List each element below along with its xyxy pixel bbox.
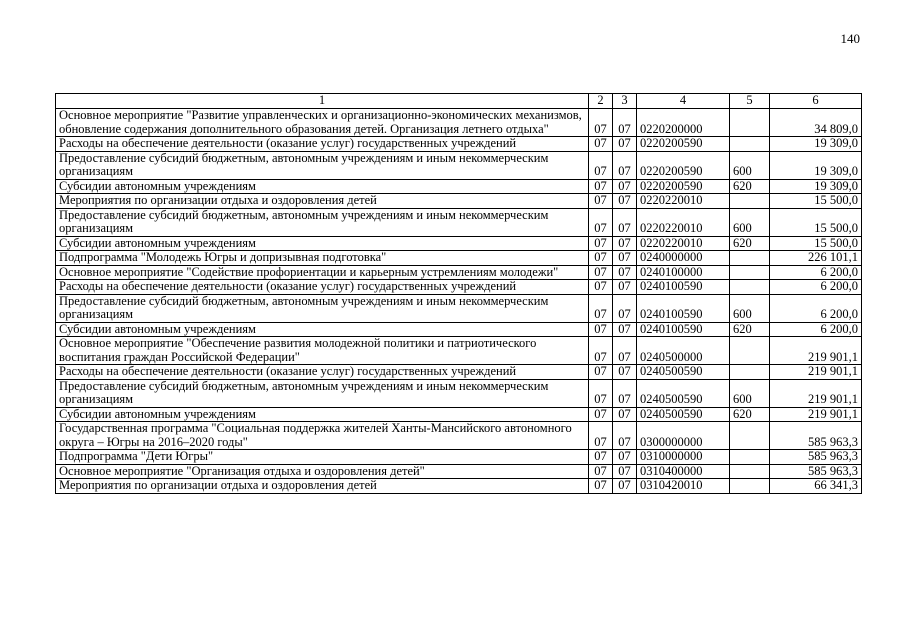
subsection-code-cell: 07 [613,294,637,322]
amount-cell: 219 901,1 [770,337,862,365]
item-name-cell: Субсидии автономным учреждениям [56,179,589,194]
target-article-code-cell: 0310420010 [637,479,730,494]
table-row [56,109,862,137]
subsection-code-cell: 07 [613,280,637,295]
item-name-cell: Мероприятия по организации отдыха и оздоровления детей [56,194,589,209]
section-code-cell: 07 [589,322,613,337]
section-code-cell: 07 [589,422,613,450]
item-name-cell: Расходы на обеспечение деятельности (оказание услуг) государственных учреждений [56,137,589,152]
subsection-code-cell: 07 [613,151,637,179]
table-row [56,479,862,494]
section-code-cell: 07 [589,194,613,209]
expense-type-code-cell [730,265,770,280]
subsection-code-cell: 07 [613,450,637,465]
expense-type-code-cell: 620 [730,407,770,422]
section-code-cell: 07 [589,208,613,236]
expense-type-code-cell [730,464,770,479]
amount-cell: 19 309,0 [770,137,862,152]
table-row [56,151,862,179]
table-row [56,337,862,365]
target-article-code-cell: 0240500590 [637,379,730,407]
amount-cell: 585 963,3 [770,464,862,479]
target-article-code-cell: 0310000000 [637,450,730,465]
amount-cell: 66 341,3 [770,479,862,494]
subsection-code-cell: 07 [613,379,637,407]
item-name-cell: Субсидии автономным учреждениям [56,236,589,251]
section-code-cell: 07 [589,294,613,322]
expense-type-code-cell [730,365,770,380]
expense-type-code-cell: 600 [730,208,770,236]
header-col-3: 3 [613,94,637,109]
expense-type-code-cell: 620 [730,322,770,337]
amount-cell: 585 963,3 [770,422,862,450]
header-col-5: 5 [730,94,770,109]
subsection-code-cell: 07 [613,137,637,152]
expense-type-code-cell [730,450,770,465]
target-article-code-cell: 0240100590 [637,294,730,322]
item-name-cell: Основное мероприятие "Содействие профориентации и карьерным устремлениям молодежи" [56,265,589,280]
expense-type-code-cell: 620 [730,236,770,251]
section-code-cell: 07 [589,280,613,295]
subsection-code-cell: 07 [613,236,637,251]
target-article-code-cell: 0220200590 [637,151,730,179]
amount-cell: 15 500,0 [770,208,862,236]
subsection-code-cell: 07 [613,322,637,337]
section-code-cell: 07 [589,337,613,365]
amount-cell: 219 901,1 [770,379,862,407]
amount-cell: 15 500,0 [770,194,862,209]
header-col-1: 1 [56,94,589,109]
subsection-code-cell: 07 [613,265,637,280]
item-name-cell: Подпрограмма "Молодежь Югры и допризывная подготовка" [56,251,589,266]
amount-cell: 219 901,1 [770,365,862,380]
table-row [56,265,862,280]
expense-type-code-cell: 600 [730,294,770,322]
subsection-code-cell: 07 [613,194,637,209]
item-name-cell: Государственная программа "Социальная поддержка жителей Ханты-Мансийского автономного округа – Югры на 2016–2020 годы" [56,422,589,450]
target-article-code-cell: 0240000000 [637,251,730,266]
item-name-cell: Основное мероприятие "Обеспечение развития молодежной политики и патриотического воспитания граждан Российской Федерации" [56,337,589,365]
item-name-cell: Расходы на обеспечение деятельности (оказание услуг) государственных учреждений [56,365,589,380]
item-name-cell: Предоставление субсидий бюджетным, автономным учреждениям и иным некоммерческим организациям [56,208,589,236]
amount-cell: 585 963,3 [770,450,862,465]
expense-type-code-cell [730,337,770,365]
subsection-code-cell: 07 [613,179,637,194]
subsection-code-cell: 07 [613,109,637,137]
item-name-cell: Субсидии автономным учреждениям [56,407,589,422]
section-code-cell: 07 [589,137,613,152]
section-code-cell: 07 [589,464,613,479]
section-code-cell: 07 [589,365,613,380]
target-article-code-cell: 0220200590 [637,179,730,194]
expense-type-code-cell [730,137,770,152]
header-row [56,94,862,109]
amount-cell: 6 200,0 [770,265,862,280]
expense-type-code-cell: 620 [730,179,770,194]
target-article-code-cell: 0310400000 [637,464,730,479]
target-article-code-cell: 0220220010 [637,236,730,251]
section-code-cell: 07 [589,236,613,251]
table-row [56,379,862,407]
item-name-cell: Основное мероприятие "Развитие управленческих и организационно-экономических механизмов, обновление содержания дополнительного образования детей. Организация летнего отдыха" [56,109,589,137]
header-col-2: 2 [589,94,613,109]
item-name-cell: Мероприятия по организации отдыха и оздоровления детей [56,479,589,494]
section-code-cell: 07 [589,109,613,137]
table-row [56,322,862,337]
table-row [56,280,862,295]
page-number: 140 [840,31,860,46]
table-row [56,179,862,194]
item-name-cell: Предоставление субсидий бюджетным, автономным учреждениям и иным некоммерческим организациям [56,379,589,407]
target-article-code-cell: 0240100590 [637,280,730,295]
item-name-cell: Предоставление субсидий бюджетным, автономным учреждениям и иным некоммерческим организациям [56,294,589,322]
subsection-code-cell: 07 [613,464,637,479]
table-row [56,407,862,422]
target-article-code-cell: 0220200000 [637,109,730,137]
item-name-cell: Субсидии автономным учреждениям [56,322,589,337]
amount-cell: 226 101,1 [770,251,862,266]
amount-cell: 19 309,0 [770,179,862,194]
amount-cell: 6 200,0 [770,294,862,322]
table-row [56,208,862,236]
target-article-code-cell: 0240500000 [637,337,730,365]
section-code-cell: 07 [589,179,613,194]
expense-type-code-cell [730,194,770,209]
table-row [56,294,862,322]
amount-cell: 6 200,0 [770,322,862,337]
expense-type-code-cell [730,422,770,450]
subsection-code-cell: 07 [613,251,637,266]
item-name-cell: Предоставление субсидий бюджетным, автономным учреждениям и иным некоммерческим организациям [56,151,589,179]
amount-cell: 34 809,0 [770,109,862,137]
target-article-code-cell: 0240100000 [637,265,730,280]
target-article-code-cell: 0240500590 [637,365,730,380]
table-row [56,137,862,152]
target-article-code-cell: 0300000000 [637,422,730,450]
item-name-cell: Подпрограмма "Дети Югры" [56,450,589,465]
amount-cell: 15 500,0 [770,236,862,251]
header-col-4: 4 [637,94,730,109]
target-article-code-cell: 0240500590 [637,407,730,422]
expense-type-code-cell [730,280,770,295]
subsection-code-cell: 07 [613,365,637,380]
expense-type-code-cell [730,109,770,137]
table-row [56,422,862,450]
amount-cell: 19 309,0 [770,151,862,179]
subsection-code-cell: 07 [613,208,637,236]
expense-type-code-cell: 600 [730,379,770,407]
section-code-cell: 07 [589,265,613,280]
item-name-cell: Основное мероприятие "Организация отдыха и оздоровления детей" [56,464,589,479]
subsection-code-cell: 07 [613,422,637,450]
table-row [56,251,862,266]
target-article-code-cell: 0220220010 [637,208,730,236]
budget-table [55,93,862,494]
target-article-code-cell: 0220200590 [637,137,730,152]
expense-type-code-cell [730,251,770,266]
table-row [56,194,862,209]
subsection-code-cell: 07 [613,479,637,494]
item-name-cell: Расходы на обеспечение деятельности (оказание услуг) государственных учреждений [56,280,589,295]
amount-cell: 219 901,1 [770,407,862,422]
header-col-6: 6 [770,94,862,109]
subsection-code-cell: 07 [613,337,637,365]
section-code-cell: 07 [589,407,613,422]
amount-cell: 6 200,0 [770,280,862,295]
target-article-code-cell: 0220220010 [637,194,730,209]
table-row [56,464,862,479]
target-article-code-cell: 0240100590 [637,322,730,337]
section-code-cell: 07 [589,251,613,266]
table-row [56,236,862,251]
expense-type-code-cell [730,479,770,494]
table-row [56,450,862,465]
section-code-cell: 07 [589,479,613,494]
section-code-cell: 07 [589,379,613,407]
section-code-cell: 07 [589,151,613,179]
section-code-cell: 07 [589,450,613,465]
subsection-code-cell: 07 [613,407,637,422]
table-row [56,365,862,380]
expense-type-code-cell: 600 [730,151,770,179]
